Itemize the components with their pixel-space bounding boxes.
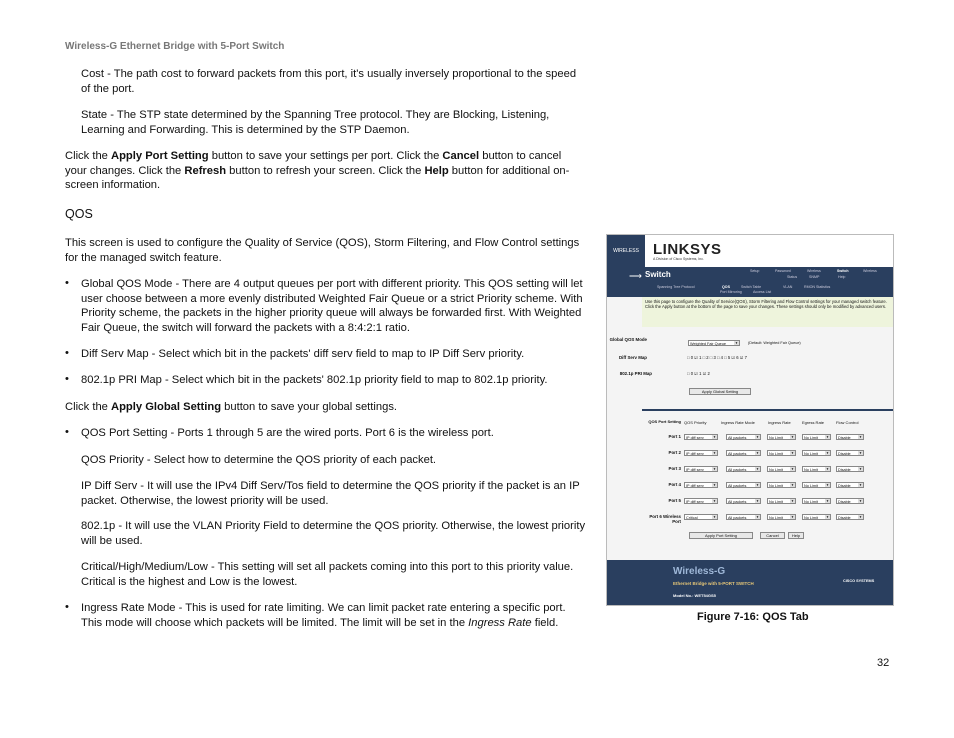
- qos-priority-select[interactable]: IP diff serv ▼: [684, 482, 718, 488]
- col-ingress-rate: Ingress Rate: [768, 420, 791, 425]
- pri-map-label: 802.1p PRI Map: [619, 371, 652, 376]
- diff-serv-checkboxes[interactable]: □ 0 ☑ 1 □ 2 □ 3 □ 4 □ 5 ☑ 6 ☑ 7: [687, 355, 747, 360]
- tab-snmp[interactable]: SNMP: [809, 275, 820, 279]
- port-label: Port 5: [668, 498, 681, 503]
- qos-priority-select[interactable]: IP diff serv ▼: [684, 498, 718, 504]
- pri-map-checkboxes[interactable]: □ 0 ☑ 1 ☑ 2: [687, 371, 710, 376]
- diff-serv-map-item: Diff Serv Map - Select which bit in the packets' diff serv field to map to IP Diff Serv priority.: [81, 348, 525, 360]
- tab-password[interactable]: Password: [775, 269, 791, 273]
- ingress-rate-mode-item: Ingress Rate Mode - This is used for rate limiting. We can limit packet rate entering a specific port. This mode will choose which packets will be limited. The limit will be set in the Ingress Rate field.: [81, 602, 566, 629]
- figure-info-text: Use this page to configure the Quality of Service(QOS), Storm Filtering and Flow Control settings for your managed switch feature. Click the Apply button at the bottom of the page to save your changes. These settings should only be modified by advanced users.: [642, 297, 893, 327]
- bullet: •: [65, 373, 69, 385]
- tab-rmon[interactable]: RMON Statistics: [804, 285, 831, 289]
- tab-switch[interactable]: Switch: [837, 269, 849, 273]
- diff-serv-label: Diff Serv Map: [618, 355, 647, 360]
- product-name: Ethernet Bridge with 5-PORT SWITCH: [673, 581, 754, 586]
- egress-rate-select[interactable]: No Limit ▼: [802, 450, 831, 456]
- tab-port-mirroring[interactable]: Port Mirroring: [720, 290, 742, 294]
- critical-paragraph: Critical/High/Medium/Low - This setting will set all packets coming into this port to this priority value. Critical is the highest and Low is the lowest.: [81, 561, 574, 588]
- page-number: 32: [877, 657, 890, 669]
- qos-priority-select[interactable]: IP diff serv ▼: [684, 434, 718, 440]
- click-instructions-global: Click the Apply Global Setting button to save your global settings.: [65, 401, 398, 413]
- help-button[interactable]: Help: [788, 532, 804, 539]
- tab-wireless[interactable]: Wireless: [807, 269, 821, 273]
- egress-rate-select[interactable]: No Limit ▼: [802, 514, 831, 520]
- flow-control-select[interactable]: Disable ▼: [836, 450, 864, 456]
- wireless-badge: WIRELESS: [607, 235, 645, 267]
- model-number: Model No.: WET54GS5: [673, 593, 716, 598]
- port-setting-label: QOS Port Setting: [648, 419, 681, 424]
- figure-top-bar: [607, 235, 893, 267]
- tab-help[interactable]: Help: [838, 275, 846, 279]
- pri-map-item: 802.1p PRI Map - Select which bit in the packets' 802.1p priority field to map to 802.1p priority.: [81, 374, 548, 386]
- ingress-mode-select[interactable]: All packets ▼: [726, 498, 761, 504]
- linksys-logo: LINKSYS: [653, 241, 722, 258]
- ip-diff-serv-paragraph: IP Diff Serv - It will use the IPv4 Diff Serv/Tos field to determine the QOS priority if the packet is an IP packet. Otherwise, the lowest priority will be used.: [81, 480, 580, 507]
- port-label: Port 1: [668, 434, 681, 439]
- figure-divider: [642, 409, 893, 411]
- logo-subtitle: A Division of Cisco Systems, Inc.: [653, 257, 704, 261]
- cost-paragraph: Cost - The path cost to forward packets from this port, it's usually inversely proportional to the speed of the port.: [81, 68, 577, 95]
- col-ingress-mode: Ingress Rate Mode: [721, 420, 755, 425]
- qos-heading: QOS: [65, 207, 93, 221]
- ingress-mode-select[interactable]: All packets ▼: [726, 466, 761, 472]
- qos-tab-screenshot: [606, 234, 894, 606]
- port-label: Port 6 Wireless Port: [649, 514, 681, 524]
- bullet: •: [65, 601, 69, 613]
- ingress-rate-select[interactable]: No Limit ▼: [767, 482, 796, 488]
- flow-control-select[interactable]: Disable ▼: [836, 514, 864, 520]
- ingress-mode-select[interactable]: All packets ▼: [726, 482, 761, 488]
- state-paragraph: State - The STP state determined by the Spanning Tree protocol. They are Blocking, Listening, Learning and Forwarding. This is determined by the STP Daemon.: [81, 109, 550, 136]
- egress-rate-select[interactable]: No Limit ▼: [802, 482, 831, 488]
- global-qos-select[interactable]: Weighted Fair Queue ▼: [688, 340, 740, 346]
- ingress-mode-select[interactable]: All packets ▼: [726, 434, 761, 440]
- qos-priority-paragraph: QOS Priority - Select how to determine the QOS priority of each packet.: [81, 454, 437, 466]
- flow-control-select[interactable]: Disable ▼: [836, 482, 864, 488]
- port-label: Port 4: [668, 482, 681, 487]
- tab-wireless-2[interactable]: Wireless: [863, 269, 877, 273]
- ingress-rate-select[interactable]: No Limit ▼: [767, 498, 796, 504]
- tab-stp[interactable]: Spanning Tree Protocol: [657, 285, 695, 289]
- tab-access-list[interactable]: Access List: [753, 290, 772, 294]
- qos-port-setting-item: QOS Port Setting - Ports 1 through 5 are the wired ports. Port 6 is the wireless port.: [81, 427, 494, 439]
- port-label: Port 3: [668, 466, 681, 471]
- page-header: Wireless-G Ethernet Bridge with 5-Port Switch: [65, 41, 285, 52]
- section-title: Switch: [645, 270, 671, 279]
- wireless-g-brand: Wireless-G: [673, 566, 726, 577]
- col-egress-rate: Egress Rate: [802, 420, 825, 425]
- qos-priority-select[interactable]: IP diff serv ▼: [684, 466, 718, 472]
- qos-intro: This screen is used to configure the Quality of Service (QOS), Storm Filtering, and Flow Control settings for the managed switch feature.: [65, 237, 580, 264]
- bullet: •: [65, 277, 69, 289]
- ingress-mode-select[interactable]: All packets ▼: [726, 514, 761, 520]
- tab-switch-table[interactable]: Switch Table: [741, 285, 762, 289]
- qos-priority-select[interactable]: Critical ▼: [684, 514, 718, 520]
- bullet: •: [65, 426, 69, 438]
- ingress-rate-select[interactable]: No Limit ▼: [767, 450, 796, 456]
- flow-control-select[interactable]: Disable ▼: [836, 498, 864, 504]
- tab-vlan[interactable]: VLAN: [783, 285, 793, 289]
- egress-rate-select[interactable]: No Limit ▼: [802, 434, 831, 440]
- global-default-note: (Default: Weighted Fair Queue): [748, 341, 801, 345]
- figure-caption: Figure 7-16: QOS Tab: [697, 611, 809, 623]
- qos-priority-select[interactable]: IP diff serv ▼: [684, 450, 718, 456]
- apply-port-button[interactable]: Apply Port Setting: [689, 532, 753, 539]
- ingress-mode-select[interactable]: All packets ▼: [726, 450, 761, 456]
- col-flow-control: Flow Control: [836, 420, 859, 425]
- cancel-button[interactable]: Cancel: [760, 532, 785, 539]
- port-label: Port 2: [668, 450, 681, 455]
- bullet: •: [65, 347, 69, 359]
- global-qos-label: Global QOS Mode: [609, 337, 647, 342]
- figure-tabs: [657, 268, 893, 296]
- flow-control-select[interactable]: Disable ▼: [836, 466, 864, 472]
- tab-qos[interactable]: QOS: [722, 285, 730, 289]
- col-qos-priority: QOS Priority: [684, 420, 707, 425]
- apply-global-button[interactable]: Apply Global Setting: [689, 388, 751, 395]
- 8021p-paragraph: 802.1p - It will use the VLAN Priority Field to determine the QOS priority. Otherwise, the lowest priority will be used.: [81, 520, 586, 547]
- flow-control-select[interactable]: Disable ▼: [836, 434, 864, 440]
- ingress-rate-select[interactable]: No Limit ▼: [767, 466, 796, 472]
- egress-rate-select[interactable]: No Limit ▼: [802, 466, 831, 472]
- cisco-logo: CISCO SYSTEMS: [843, 579, 875, 583]
- arrow-icon: ⟶: [629, 271, 642, 281]
- tab-setup[interactable]: Setup: [750, 269, 760, 273]
- ingress-rate-select[interactable]: No Limit ▼: [767, 514, 796, 520]
- ingress-rate-select[interactable]: No Limit ▼: [767, 434, 796, 440]
- tab-status[interactable]: Status: [787, 275, 798, 279]
- click-instructions-port: Click the Apply Port Setting button to save your settings per port. Click the Cancel button to cancel your changes. Click the Refresh button to refresh your screen. Click the Help button for additional on-screen information.: [65, 150, 570, 191]
- egress-rate-select[interactable]: No Limit ▼: [802, 498, 831, 504]
- global-qos-mode-item: Global QOS Mode - There are 4 output queues per port with different priority. This QOS setting will let user choose between a more evenly distributed Weighted Fair Queue or a strict Priority scheme. With Priority scheme, the packets in the higher priority queue will always be forwarded first. With Weighted Fair Queue, the switch will forward the packets with a 8:4:2:1 ratio.: [81, 278, 583, 334]
